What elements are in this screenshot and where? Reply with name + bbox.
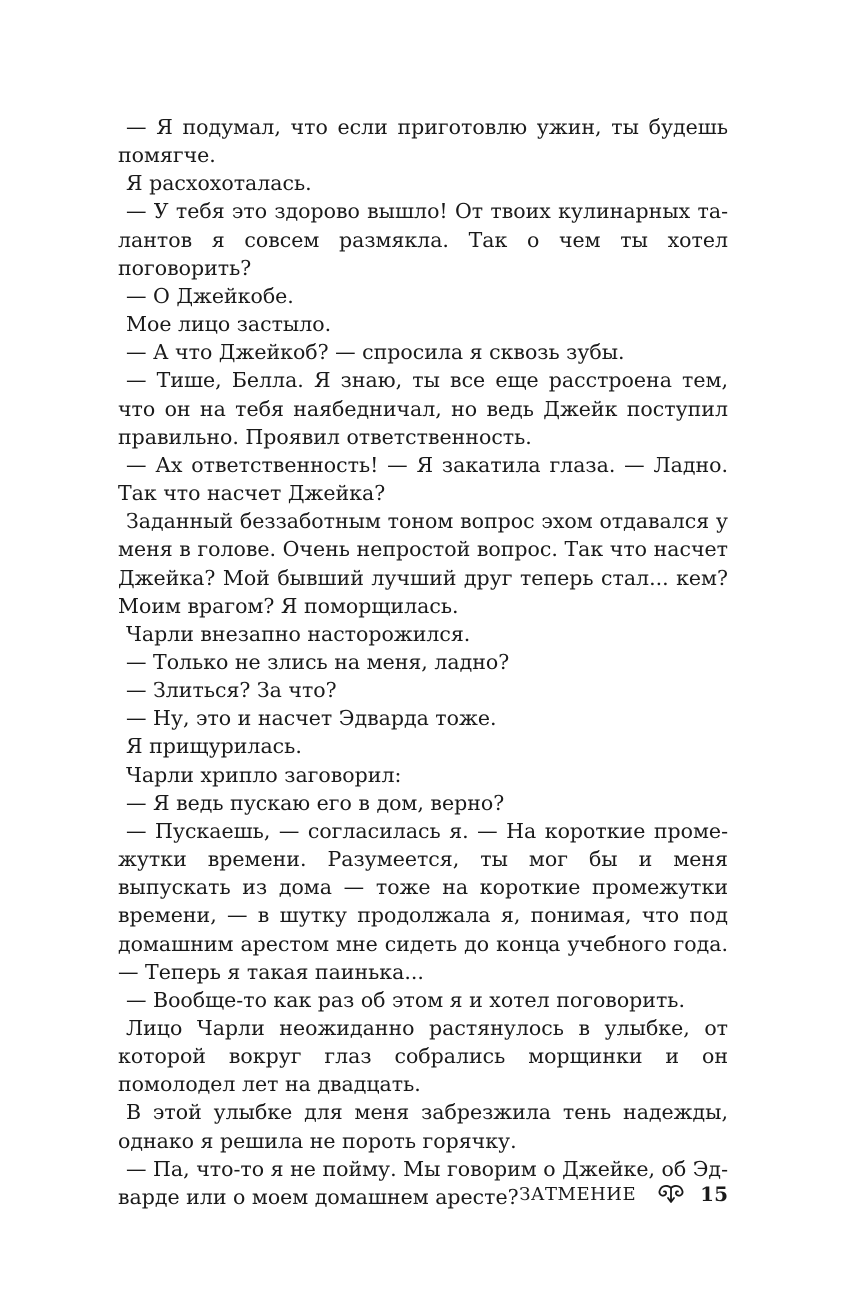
paragraph: Чарли внезапно насторожился. [126, 621, 471, 646]
paragraph: — Я подумал, что если приготовлю ужин, ты будешь помягче. [118, 115, 728, 168]
paragraph: Заданный беззаботным тоном вопрос эхом отдавался у меня в голове. Очень непростой вопрос. Так что насчет Джейка? Мой бывший лучший друг теперь стал... кем? Моим врагом? Я поморщилась. [118, 509, 728, 618]
paragraph: Мое лицо застыло. [126, 312, 332, 337]
flourish-ornament-icon [658, 1184, 684, 1204]
paragraph: — А что Джейкоб? — спросила я сквозь зубы. [126, 340, 625, 365]
paragraph: — Па, что-то я не пойму. Мы говорим о Джейке, об Эдварде или о моем домашнем аресте? [118, 1156, 728, 1209]
body-text [118, 113, 728, 1211]
paragraph: Я расхохоталась. [126, 171, 312, 196]
paragraph: — Пускаешь, — согласилась я. — На короткие промежутки времени. Разумеется, ты мог бы и меня выпускать из дома — тоже на короткие промежутки времени, — в шутку продолжала я, понимая, что под домашним арестом мне сидеть до конца учебного года. — Теперь я такая паинька... [118, 818, 728, 984]
paragraph: — У тебя это здорово вышло! От твоих кулинарных талантов я совсем размякла. Так о чем ты хотел поговорить? [118, 199, 728, 280]
paragraph: — Тише, Белла. Я знаю, ты все еще расстроена тем, что он на тебя наябедничал, но ведь Джейк поступил правильно. Проявил ответственность. [118, 368, 728, 449]
paragraph: — Ах ответственность! — Я закатила глаза. — Ладно. Так что насчет Джейка? [118, 452, 728, 506]
paragraph: Я прищурилась. [126, 734, 302, 759]
paragraph: В этой улыбке для меня забрезжила тень надежды, однако я решила не пороть горячку. [118, 1100, 728, 1153]
page-number: 15 [700, 1182, 728, 1206]
paragraph: — Я ведь пускаю его в дом, верно? [126, 790, 505, 815]
paragraph: — О Джейкобе. [126, 283, 294, 308]
paragraph: Лицо Чарли неожиданно растянулось в улыбке, от которой вокруг глаз собрались морщинки и он помолодел лет на двадцать. [118, 1016, 728, 1097]
paragraph: — Ну, это и насчет Эдварда тоже. [126, 706, 497, 731]
paragraph: — Только не злись на меня, ладно? [126, 649, 510, 674]
running-title: ЗАТМЕНИЕ [519, 1183, 637, 1205]
page-footer [118, 1178, 728, 1210]
paragraph: Чарли хрипло заговорил: [126, 762, 402, 787]
paragraph: — Вообще-то как раз об этом я и хотел поговорить. [126, 987, 685, 1012]
paragraph: — Злиться? За что? [126, 678, 337, 703]
